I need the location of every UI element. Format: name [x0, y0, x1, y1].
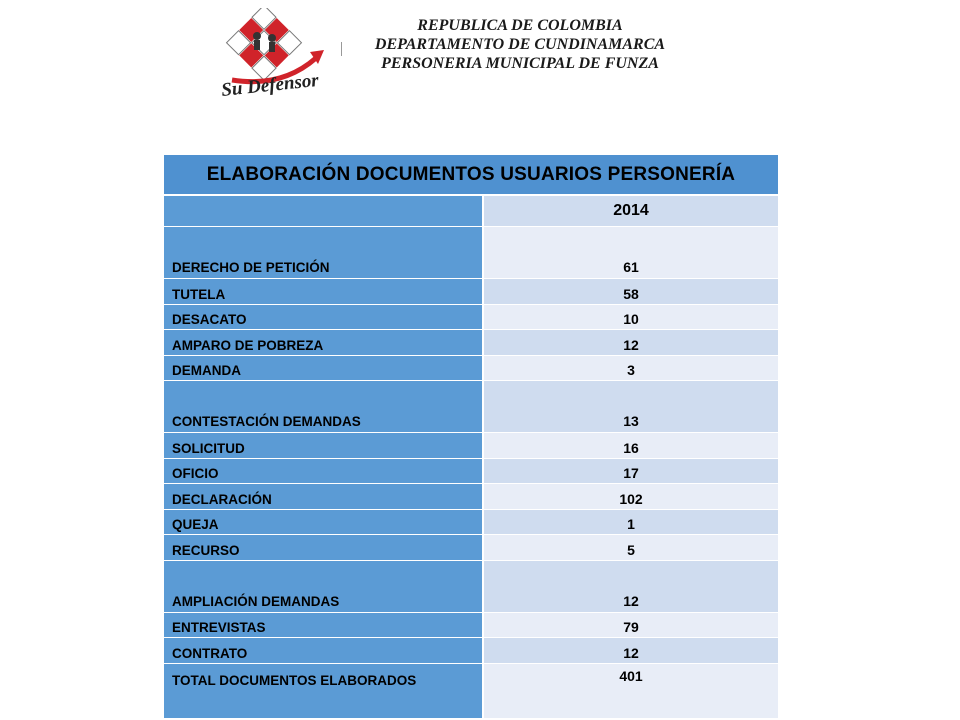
su-defensor-logo-icon	[212, 8, 332, 108]
institution-header	[345, 16, 695, 73]
header-line-office: PERSONERIA MUNICIPAL DE FUNZA	[381, 55, 659, 72]
table-row	[164, 433, 778, 459]
header-line-country: REPUBLICA DE COLOMBIA	[417, 17, 623, 34]
table-row	[164, 356, 778, 382]
row-label: QUEJA	[164, 510, 484, 535]
row-value: 3	[484, 356, 778, 381]
year-header: 2014	[484, 196, 778, 226]
table-row	[164, 484, 778, 510]
table-title: ELABORACIÓN DOCUMENTOS USUARIOS PERSONERÍA	[164, 155, 778, 196]
total-value: 401	[484, 664, 778, 718]
row-value: 5	[484, 535, 778, 560]
row-value: 13	[484, 381, 778, 432]
table-row	[164, 227, 778, 279]
row-label: RECURSO	[164, 535, 484, 560]
row-value: 12	[484, 638, 778, 663]
table-header-row	[164, 196, 778, 227]
header-empty-cell	[164, 196, 484, 226]
row-label: CONTESTACIÓN DEMANDAS	[164, 381, 484, 432]
documents-table	[164, 155, 778, 718]
table-row	[164, 381, 778, 433]
row-value: 1	[484, 510, 778, 535]
row-label: DEMANDA	[164, 356, 484, 381]
row-value: 12	[484, 561, 778, 612]
row-label: TUTELA	[164, 279, 484, 304]
table-row	[164, 279, 778, 305]
row-label: SOLICITUD	[164, 433, 484, 458]
personeria-logo	[212, 8, 332, 108]
row-value: 58	[484, 279, 778, 304]
table-row	[164, 510, 778, 536]
table-row	[164, 305, 778, 331]
table-row	[164, 638, 778, 664]
header-line-department: DEPARTAMENTO DE CUNDINAMARCA	[374, 36, 666, 53]
row-value: 61	[484, 227, 778, 278]
table-row	[164, 535, 778, 561]
row-label: AMPLIACIÓN DEMANDAS	[164, 561, 484, 612]
row-label: DECLARACIÓN	[164, 484, 484, 509]
row-value: 79	[484, 613, 778, 638]
total-label: TOTAL DOCUMENTOS ELABORADOS	[164, 664, 484, 718]
table-row	[164, 561, 778, 613]
header-divider	[341, 42, 342, 56]
row-label: CONTRATO	[164, 638, 484, 663]
row-label: AMPARO DE POBREZA	[164, 330, 484, 355]
row-label: ENTREVISTAS	[164, 613, 484, 638]
table-row	[164, 459, 778, 485]
row-value: 10	[484, 305, 778, 330]
row-label: DERECHO DE PETICIÓN	[164, 227, 484, 278]
row-label: OFICIO	[164, 459, 484, 484]
row-label: DESACATO	[164, 305, 484, 330]
svg-text:Su Defensor: Su Defensor	[220, 69, 320, 101]
row-value: 12	[484, 330, 778, 355]
row-value: 16	[484, 433, 778, 458]
table-row	[164, 613, 778, 639]
table-row	[164, 330, 778, 356]
table-total-row	[164, 664, 778, 718]
row-value: 102	[484, 484, 778, 509]
row-value: 17	[484, 459, 778, 484]
